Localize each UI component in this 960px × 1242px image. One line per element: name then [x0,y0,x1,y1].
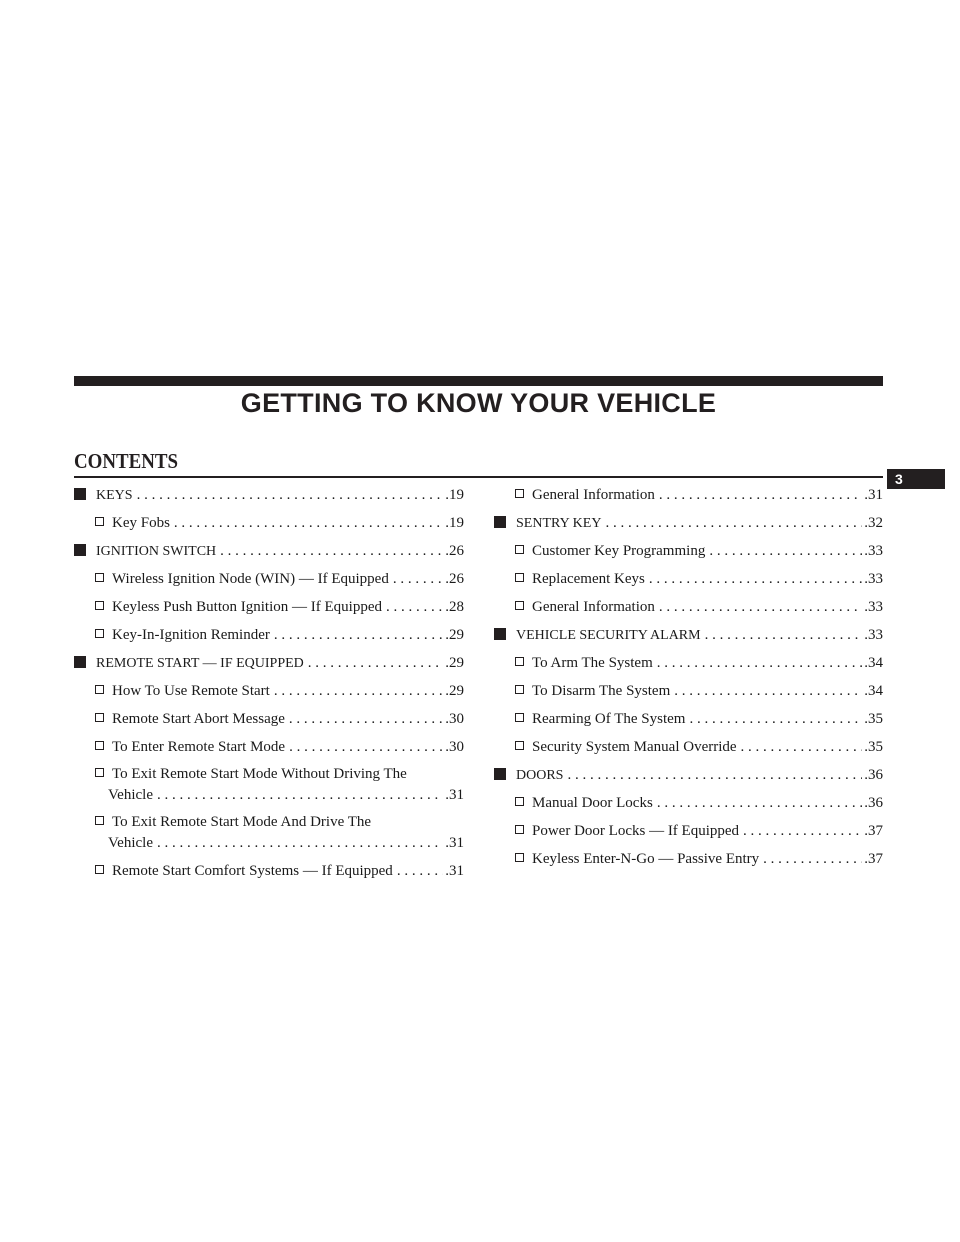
toc-entry-label-continued: Vehicle [108,835,153,851]
toc-entry-label: IGNITION SWITCH [96,544,217,559]
toc-page-number: .36 [864,795,883,811]
toc-page-number: .37 [864,851,883,867]
toc-subsection-entry[interactable] [494,649,883,677]
toc-subsection-entry[interactable] [494,537,883,565]
chapter-tab[interactable]: 3 [887,469,945,489]
toc-subsection-entry[interactable] [494,817,883,845]
toc-subsection-entry[interactable] [494,705,883,733]
hollow-square-bullet-icon [95,713,104,722]
toc-page-number: .19 [445,487,464,503]
toc-entry-label: To Exit Remote Start Mode Without Driving The [112,766,407,782]
toc-page-number: .33 [864,543,883,559]
dot-leader [393,857,443,885]
hollow-square-bullet-icon [515,853,524,862]
toc-right-column [494,481,883,873]
toc-page-number: .36 [864,767,883,783]
toc-page-number: .19 [445,515,464,531]
toc-page-number: .34 [864,655,883,671]
toc-entry-label: REMOTE START — IF EQUIPPED [96,656,304,671]
toc-entry-label: General Information [532,487,655,503]
toc-entry-label: Customer Key Programming [532,543,706,559]
dot-leader [563,761,862,789]
toc-section-entry[interactable] [494,761,883,789]
toc-page-number: .30 [445,711,464,727]
toc-page-number: .26 [445,543,464,559]
toc-entry-label: Power Door Locks — If Equipped [532,823,740,839]
toc-subsection-entry[interactable] [74,857,464,885]
hollow-square-bullet-icon [95,741,104,750]
solid-square-bullet-icon [74,656,86,668]
dot-leader [759,845,862,873]
toc-subsection-entry[interactable] [74,809,464,854]
toc-section-entry[interactable] [494,621,883,649]
toc-subsection-entry[interactable] [494,733,883,761]
toc-page-number: .31 [864,487,883,503]
hollow-square-bullet-icon [515,489,524,498]
dot-leader [170,509,443,537]
hollow-square-bullet-icon [515,657,524,666]
dot-leader [153,833,443,854]
toc-page-number: .32 [864,515,883,531]
toc-left-column [74,481,464,885]
dot-leader [655,481,862,509]
toc-subsection-entry[interactable] [494,677,883,705]
hollow-square-bullet-icon [95,517,104,526]
dot-leader [737,733,863,761]
toc-page-number: .31 [445,863,464,879]
dot-leader [285,705,443,733]
chapter-top-rule [74,376,883,386]
toc-entry-label: Rearming Of The System [532,711,686,727]
toc-entry-label: SENTRY KEY [516,516,602,531]
dot-leader [701,621,863,649]
toc-entry-label: General Information [532,599,655,615]
toc-page-number: .31 [445,835,464,851]
toc-page-number: .33 [864,571,883,587]
toc-page-number: .33 [864,627,883,643]
dot-leader [270,677,443,705]
dot-leader [382,593,443,621]
dot-leader [739,817,862,845]
toc-subsection-entry[interactable] [74,509,464,537]
toc-section-entry[interactable] [74,481,464,509]
hollow-square-bullet-icon [515,797,524,806]
toc-page-number: .37 [864,823,883,839]
toc-entry-label: KEYS [96,488,133,503]
toc-page-number: .30 [445,739,464,755]
toc-entry-label: To Enter Remote Start Mode [112,739,286,755]
hollow-square-bullet-icon [515,573,524,582]
dot-leader [705,537,862,565]
dot-leader [670,677,862,705]
solid-square-bullet-icon [74,544,86,556]
hollow-square-bullet-icon [515,601,524,610]
dot-leader [389,565,443,593]
toc-subsection-entry[interactable] [74,733,464,761]
toc-subsection-entry[interactable] [494,593,883,621]
hollow-square-bullet-icon [515,545,524,554]
solid-square-bullet-icon [494,768,506,780]
toc-subsection-entry[interactable] [74,565,464,593]
toc-subsection-entry[interactable] [494,565,883,593]
toc-section-entry[interactable] [494,509,883,537]
dot-leader [685,705,862,733]
toc-entry-label: Remote Start Abort Message [112,711,285,727]
toc-entry-label: Keyless Push Button Ignition — If Equipped [112,599,382,615]
toc-section-entry[interactable] [74,649,464,677]
toc-entry-label: To Disarm The System [532,683,671,699]
toc-entry-label: VEHICLE SECURITY ALARM [516,628,701,643]
toc-entry-label: Key Fobs [112,515,170,531]
hollow-square-bullet-icon [95,865,104,874]
contents-rule [74,476,883,478]
toc-page-number: .29 [445,655,464,671]
toc-subsection-entry[interactable] [74,705,464,733]
solid-square-bullet-icon [494,516,506,528]
dot-leader [153,785,443,806]
toc-entry-label: How To Use Remote Start [112,683,270,699]
toc-subsection-entry[interactable] [494,481,883,509]
hollow-square-bullet-icon [95,685,104,694]
toc-entry-label: Remote Start Comfort Systems — If Equipped [112,863,393,879]
toc-page-number: .34 [864,683,883,699]
toc-page-number: .28 [445,599,464,615]
dot-leader [653,649,862,677]
toc-page-number: .31 [445,787,464,803]
dot-leader [304,649,443,677]
toc-page-number: .29 [445,683,464,699]
toc-entry-label: Security System Manual Override [532,739,737,755]
toc-entry-label-continued: Vehicle [108,787,153,803]
dot-leader [270,621,443,649]
dot-leader [285,733,443,761]
toc-subsection-entry[interactable] [74,593,464,621]
toc-entry-label: DOORS [516,768,564,783]
toc-entry-label: Keyless Enter-N-Go — Passive Entry [532,851,760,867]
hollow-square-bullet-icon [515,685,524,694]
dot-leader [645,565,862,593]
toc-subsection-entry[interactable] [494,845,883,873]
dot-leader [655,593,862,621]
dot-leader [601,509,862,537]
toc-subsection-entry[interactable] [74,761,464,806]
dot-leader [216,537,443,565]
toc-page-number: .35 [864,711,883,727]
toc-page-number: .33 [864,599,883,615]
contents-heading: CONTENTS [74,449,178,473]
hollow-square-bullet-icon [95,629,104,638]
hollow-square-bullet-icon [95,768,104,777]
toc-entry-label: Wireless Ignition Node (WIN) — If Equipped [112,571,389,587]
toc-section-entry[interactable] [74,537,464,565]
toc-entry-label: Key-In-Ignition Reminder [112,627,270,643]
hollow-square-bullet-icon [515,713,524,722]
dot-leader [653,789,862,817]
hollow-square-bullet-icon [515,741,524,750]
toc-entry-label: To Arm The System [532,655,653,671]
toc-entry-label: To Exit Remote Start Mode And Drive The [112,814,372,830]
solid-square-bullet-icon [494,628,506,640]
chapter-title: GETTING TO KNOW YOUR VEHICLE [240,388,717,418]
dot-leader [133,481,444,509]
hollow-square-bullet-icon [95,601,104,610]
toc-page-number: .29 [445,627,464,643]
hollow-square-bullet-icon [95,816,104,825]
toc-entry-label: Manual Door Locks [532,795,653,811]
solid-square-bullet-icon [74,488,86,500]
hollow-square-bullet-icon [95,573,104,582]
hollow-square-bullet-icon [515,825,524,834]
toc-entry-label: Replacement Keys [532,571,645,587]
toc-page-number: .26 [445,571,464,587]
toc-subsection-entry[interactable] [494,789,883,817]
toc-page-number: .35 [864,739,883,755]
toc-subsection-entry[interactable] [74,677,464,705]
toc-subsection-entry[interactable] [74,621,464,649]
